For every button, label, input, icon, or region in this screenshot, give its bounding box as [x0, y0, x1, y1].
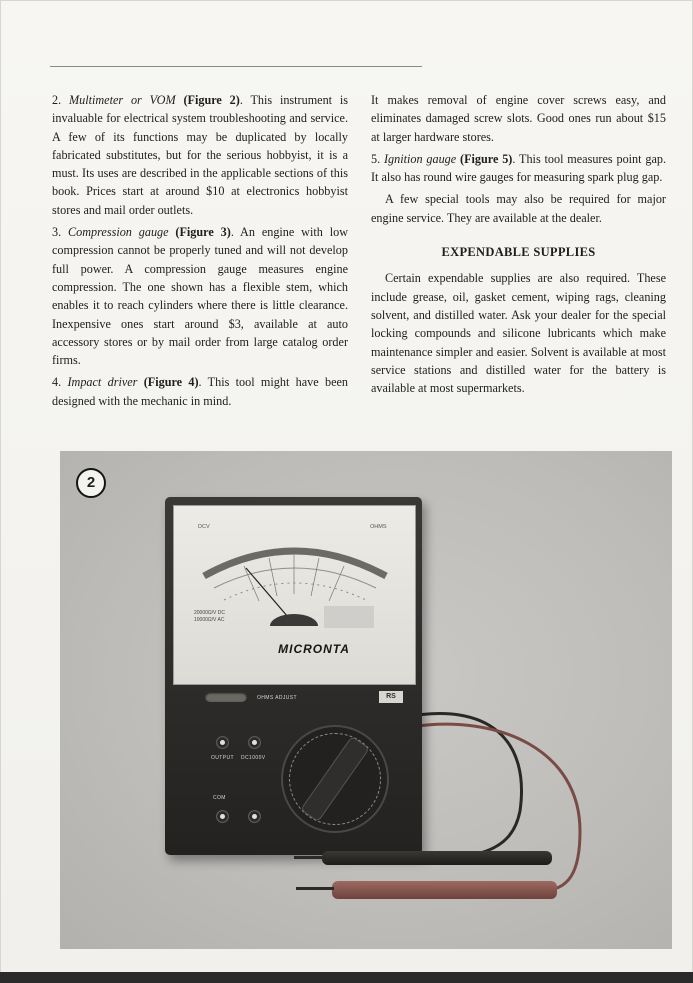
paragraph-impact-driver-cont: It makes removal of engine cover screws easy, and eliminates damaged screw slots. Good ones run about $15 at larger hardware stores.: [371, 93, 666, 144]
range-selector-dial[interactable]: [283, 727, 387, 831]
probe-tip: [296, 887, 334, 890]
ohms-adjust-wheel[interactable]: [205, 692, 247, 702]
dc1000v-jack[interactable]: [249, 737, 260, 748]
wire-red: [410, 724, 580, 891]
page-bottom-edge: [0, 972, 693, 983]
probe-tip: [294, 856, 324, 859]
figure-ref: (Figure 4): [143, 375, 199, 390]
tool-name-multimeter: Multimeter or VOM: [68, 93, 176, 107]
output-jack[interactable]: [217, 737, 228, 748]
scale-tick: [329, 566, 344, 601]
paragraph-expendable-supplies: Certain expendable supplies are also required. These include grease, oil, gasket cement, wiping rags, cleaning solvent, and distilled water. Ask your dealer for the special locking compounds and silicone lubricants which make maintenance simpler and easier. Solvent is available at most service stations and distilled water for the battery is available at most supermarkets.: [371, 271, 666, 396]
right-column: [371, 91, 666, 401]
scale-arc-ticks: [224, 583, 366, 600]
figure-ref: (Figure 2): [183, 93, 240, 107]
common-label: COM: [213, 795, 226, 801]
scale-arc-outer: [204, 551, 386, 576]
output-label: OUTPUT: [211, 755, 234, 761]
scale-label-dcv: DCV: [198, 524, 210, 530]
scale-tick: [269, 558, 277, 596]
probe-black[interactable]: [322, 851, 552, 865]
section-heading: EXPENDABLE SUPPLIES: [441, 245, 596, 260]
common-jack[interactable]: [217, 811, 228, 822]
dc1000v-label: DC1000V: [241, 755, 266, 761]
meter-scale: [174, 506, 415, 684]
scale-tick: [311, 558, 319, 596]
paragraph-compression-gauge: 3. Compression gauge (Figure 3). An engine with low compression cannot be properly tuned and will not develop full power. A compression gauge measures engine compression. The one shown has a flexible stem, which enables it to reach cylinders where there is little clearance. Inexpensive ones start around $3, available at auto accessory stores or by mail order from large catalog order firms.: [52, 225, 348, 368]
mirror-strip: [324, 606, 374, 628]
scale-label-ohms: OHMS: [370, 524, 387, 530]
figure-ref: (Figure 5): [460, 151, 513, 166]
brand-name: MICRONTA: [278, 642, 350, 656]
needle-pivot-cover: [270, 614, 318, 626]
meter-face: [173, 505, 416, 685]
tool-name-ignition-gauge: Ignition gauge: [383, 151, 457, 166]
probe-red[interactable]: [332, 881, 557, 899]
positive-jack[interactable]: [249, 811, 260, 822]
brand-logo: RS: [379, 691, 403, 703]
paragraph-impact-driver: 4. Impact driver (Figure 4). This tool might have been designed with the mechanic in mind.: [52, 375, 349, 408]
figure-number-badge: 2: [76, 468, 106, 498]
scale-tick: [244, 566, 259, 601]
paragraph-multimeter: 2. Multimeter or VOM (Figure 2). This instrument is invaluable for electrical system troubleshooting and service. A few of its functions may be duplicated by locally fabricated substitutes, but for the serious hobbyist, it is a must. Its uses are described in the applicable sections of this book. Prices start at around $10 at electronics hobbyist stores and mail order outlets.: [52, 93, 349, 217]
left-column: [52, 91, 348, 414]
sensitivity-labels: 20000Ω/V DC 10000Ω/V AC: [194, 610, 225, 623]
scale-arc-inner: [214, 568, 376, 588]
paragraph-special-tools: A few special tools may also be required for major engine service. They are available at the dealer.: [371, 192, 666, 225]
figure-ref: (Figure 3): [175, 225, 231, 240]
figure-photo: [60, 451, 672, 949]
tool-name-compression-gauge: Compression gauge: [68, 225, 169, 240]
ohms-adjust-label: OHMS ADJUST: [257, 695, 297, 701]
multimeter: [165, 497, 422, 855]
paragraph-ignition-gauge: 5. Ignition gauge (Figure 5). This tool measures point gap. It also has round wire gauges for measuring spark plug gap.: [371, 151, 666, 185]
tool-name-impact-driver: Impact driver: [67, 375, 138, 390]
header-rule: [50, 66, 422, 67]
